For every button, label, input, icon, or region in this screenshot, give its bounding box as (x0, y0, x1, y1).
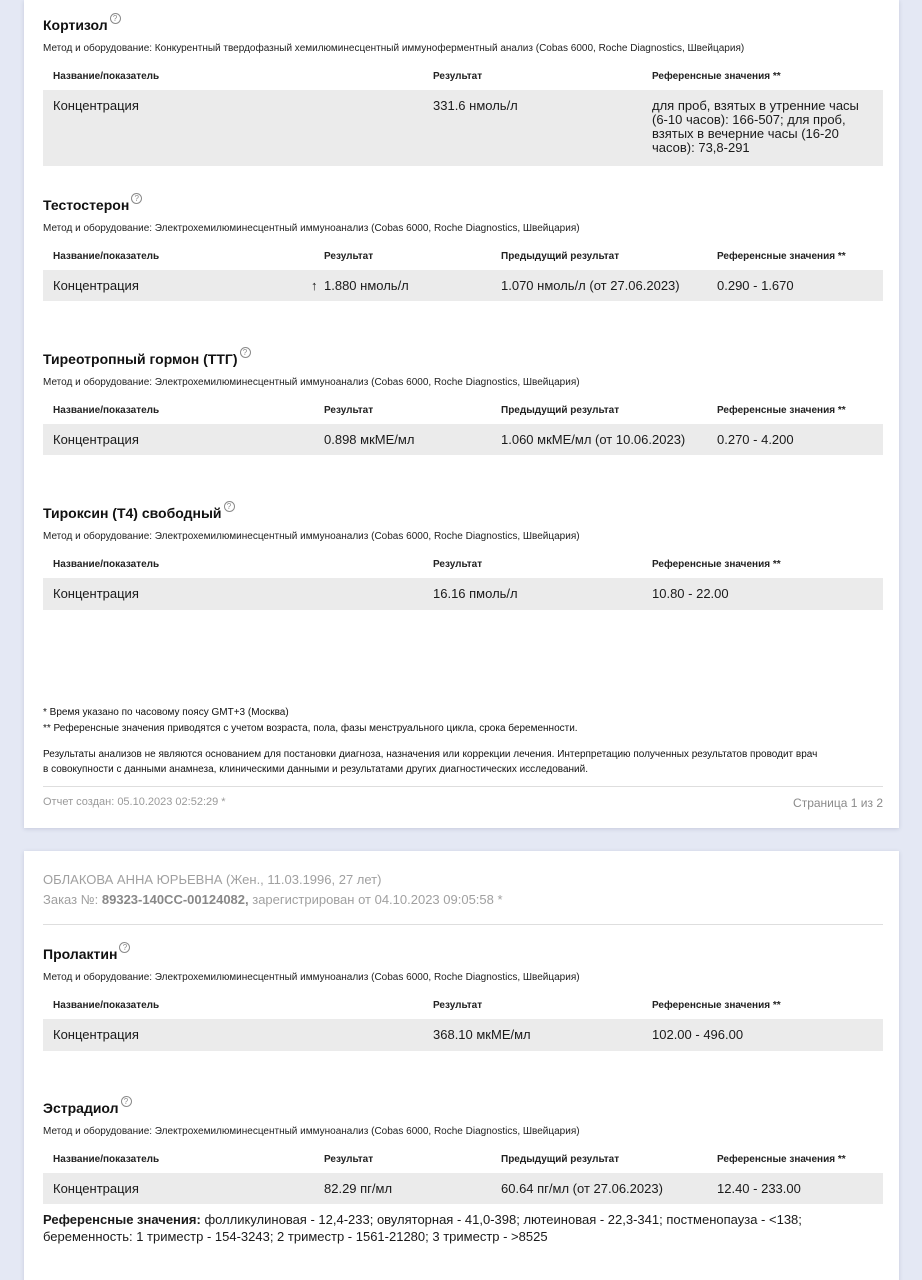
table-row (43, 1173, 883, 1204)
row-name: Концентрация (53, 1181, 139, 1196)
header-previous: Предыдущий результат (501, 251, 620, 262)
header-result: Результат (433, 71, 483, 82)
row-name: Концентрация (53, 278, 139, 293)
results-table (43, 64, 883, 166)
patient-info (43, 870, 503, 910)
help-icon[interactable]: ? (240, 347, 251, 358)
header-name: Название/показатель (53, 251, 160, 262)
row-reference: для проб, взятых в утренние часы (6-10 часов): 166-507; для проб, взятых в вечерние часы (16-20 часов): 73,8-291 (652, 98, 859, 155)
header-name: Название/показатель (53, 405, 160, 416)
row-previous: 1.070 нмоль/л (от 27.06.2023) (501, 278, 680, 293)
header-previous: Предыдущий результат (501, 1154, 620, 1165)
section-title: Пролактин (43, 946, 118, 962)
row-previous: 1.060 мкМЕ/мл (от 10.06.2023) (501, 432, 686, 447)
method-text: Метод и оборудование: Электрохемилюминесцентный иммуноанализ (Cobas 6000, Roche Diagnostics, Швейцария) (43, 972, 580, 983)
help-icon[interactable]: ? (224, 501, 235, 512)
help-icon[interactable]: ? (119, 942, 130, 953)
header-reference: Референсные значения ** (717, 251, 846, 262)
section-title: Тироксин (Т4) свободный (43, 505, 222, 521)
header-reference: Референсные значения ** (652, 559, 781, 570)
row-name: Концентрация (53, 586, 139, 601)
header-result: Результат (433, 1000, 483, 1011)
table-row (43, 424, 883, 455)
order-number: 89323-140CC-00124082, (101, 892, 249, 907)
row-reference: 102.00 - 496.00 (652, 1027, 744, 1042)
table-header (43, 1147, 883, 1173)
header-result: Результат (324, 405, 374, 416)
header-name: Название/показатель (53, 1154, 160, 1165)
row-previous: 60.64 пг/мл (от 27.06.2023) (501, 1181, 663, 1196)
row-result: 82.29 пг/мл (324, 1181, 393, 1196)
method-text: Метод и оборудование: Электрохемилюминесцентный иммуноанализ (Cobas 6000, Roche Diagnostics, Швейцария) (43, 531, 580, 542)
footnotes (43, 705, 883, 777)
row-name: Концентрация (53, 432, 139, 447)
order-info: Заказ №: 89323-140CC-00124082, зарегистрирован от 04.10.2023 09:05:58 * (43, 892, 503, 907)
header-reference: Референсные значения ** (652, 1000, 781, 1011)
row-name: Концентрация (53, 1027, 139, 1042)
section-title: Эстрадиол (43, 1100, 119, 1116)
page-number: Страница 1 из 2 (793, 796, 883, 810)
header-result: Результат (324, 251, 374, 262)
section-prolactin (43, 945, 883, 1051)
section-tsh (43, 350, 883, 455)
ref-note-label: Референсные значения: (43, 1212, 201, 1227)
header-name: Название/показатель (53, 1000, 160, 1011)
reference-note: ** Референсные значения приводятся с учетом возраста, пола, фазы менструального цикла, срока беременности. (43, 723, 578, 734)
help-icon[interactable]: ? (110, 13, 121, 24)
row-reference: 0.290 - 1.670 (717, 278, 794, 293)
header-result: Результат (433, 559, 483, 570)
results-table (43, 1147, 883, 1204)
report-page-2 (24, 851, 899, 1280)
reference-values-note: Референсные значения: фолликулиновая - 12,4-233; овуляторная - 41,0-398; лютеиновая - 22,3-341; постменопауза - <138; беременность: 1 триместр - 154-3243; 2 триместр - 1561-21280; 3 триместр - >8525 (43, 1212, 802, 1244)
timezone-note: * Время указано по часовому поясу GMT+3 (Москва) (43, 707, 289, 718)
results-table (43, 552, 883, 610)
header-reference: Референсные значения ** (717, 405, 846, 416)
help-icon[interactable]: ? (131, 193, 142, 204)
row-result: 331.6 нмоль/л (433, 98, 518, 113)
header-name: Название/показатель (53, 71, 160, 82)
row-result: 368.10 мкМЕ/мл (433, 1027, 531, 1042)
section-title: Тестостерон (43, 197, 130, 213)
header-reference: Референсные значения ** (652, 71, 781, 82)
help-icon[interactable]: ? (121, 1096, 132, 1107)
results-table (43, 398, 883, 455)
table-row (43, 1019, 883, 1051)
arrow-up-icon: ↑ (311, 278, 318, 293)
results-table (43, 244, 883, 301)
section-t4 (43, 504, 883, 610)
table-header (43, 398, 883, 424)
row-result: 16.16 пмоль/л (433, 586, 518, 601)
section-title: Кортизол (43, 17, 108, 33)
method-text: Метод и оборудование: Электрохемилюминесцентный иммуноанализ (Cobas 6000, Roche Diagnostics, Швейцария) (43, 223, 580, 234)
table-row (43, 270, 883, 301)
table-header (43, 64, 883, 90)
table-row (43, 90, 883, 166)
section-estradiol (43, 1099, 883, 1245)
footer-divider (43, 786, 883, 787)
row-reference: 10.80 - 22.00 (652, 586, 729, 601)
patient-name: ОБЛАКОВА АННА ЮРЬЕВНА (Жен., 11.03.1996, 27 лет) (43, 872, 382, 887)
report-page-1 (24, 0, 899, 828)
row-result: 1.880 нмоль/л (324, 278, 409, 293)
header-previous: Предыдущий результат (501, 405, 620, 416)
header-reference: Референсные значения ** (717, 1154, 846, 1165)
section-testosterone (43, 196, 883, 301)
header-name: Название/показатель (53, 559, 160, 570)
header-result: Результат (324, 1154, 374, 1165)
table-header (43, 552, 883, 578)
method-text: Метод и оборудование: Электрохемилюминесцентный иммуноанализ (Cobas 6000, Roche Diagnostics, Швейцария) (43, 1126, 580, 1137)
row-reference: 0.270 - 4.200 (717, 432, 794, 447)
row-result: 0.898 мкМЕ/мл (324, 432, 415, 447)
method-text: Метод и оборудование: Электрохемилюминесцентный иммуноанализ (Cobas 6000, Roche Diagnostics, Швейцария) (43, 377, 580, 388)
disclaimer: Результаты анализов не являются основанием для постановки диагноза, назначения или коррекции лечения. Интерпретацию полученных результатов проводит врач в совокупности с данными анамнеза, клиническими данными и результатами других диагностических исследований. (43, 749, 818, 775)
method-text: Метод и оборудование: Конкурентный твердофазный хемилюминесцентный иммуноферментный анализ (Cobas 6000, Roche Diagnostics, Швейцария) (43, 43, 745, 54)
row-reference: 12.40 - 233.00 (717, 1181, 801, 1196)
table-header (43, 993, 883, 1019)
section-cortisol (43, 16, 883, 166)
table-row (43, 578, 883, 610)
row-name: Концентрация (53, 98, 139, 113)
table-header (43, 244, 883, 270)
header-divider (43, 924, 883, 925)
section-title: Тиреотропный гормон (ТТГ) (43, 351, 238, 367)
results-table (43, 993, 883, 1051)
report-created: Отчет создан: 05.10.2023 02:52:29 * (43, 796, 226, 808)
